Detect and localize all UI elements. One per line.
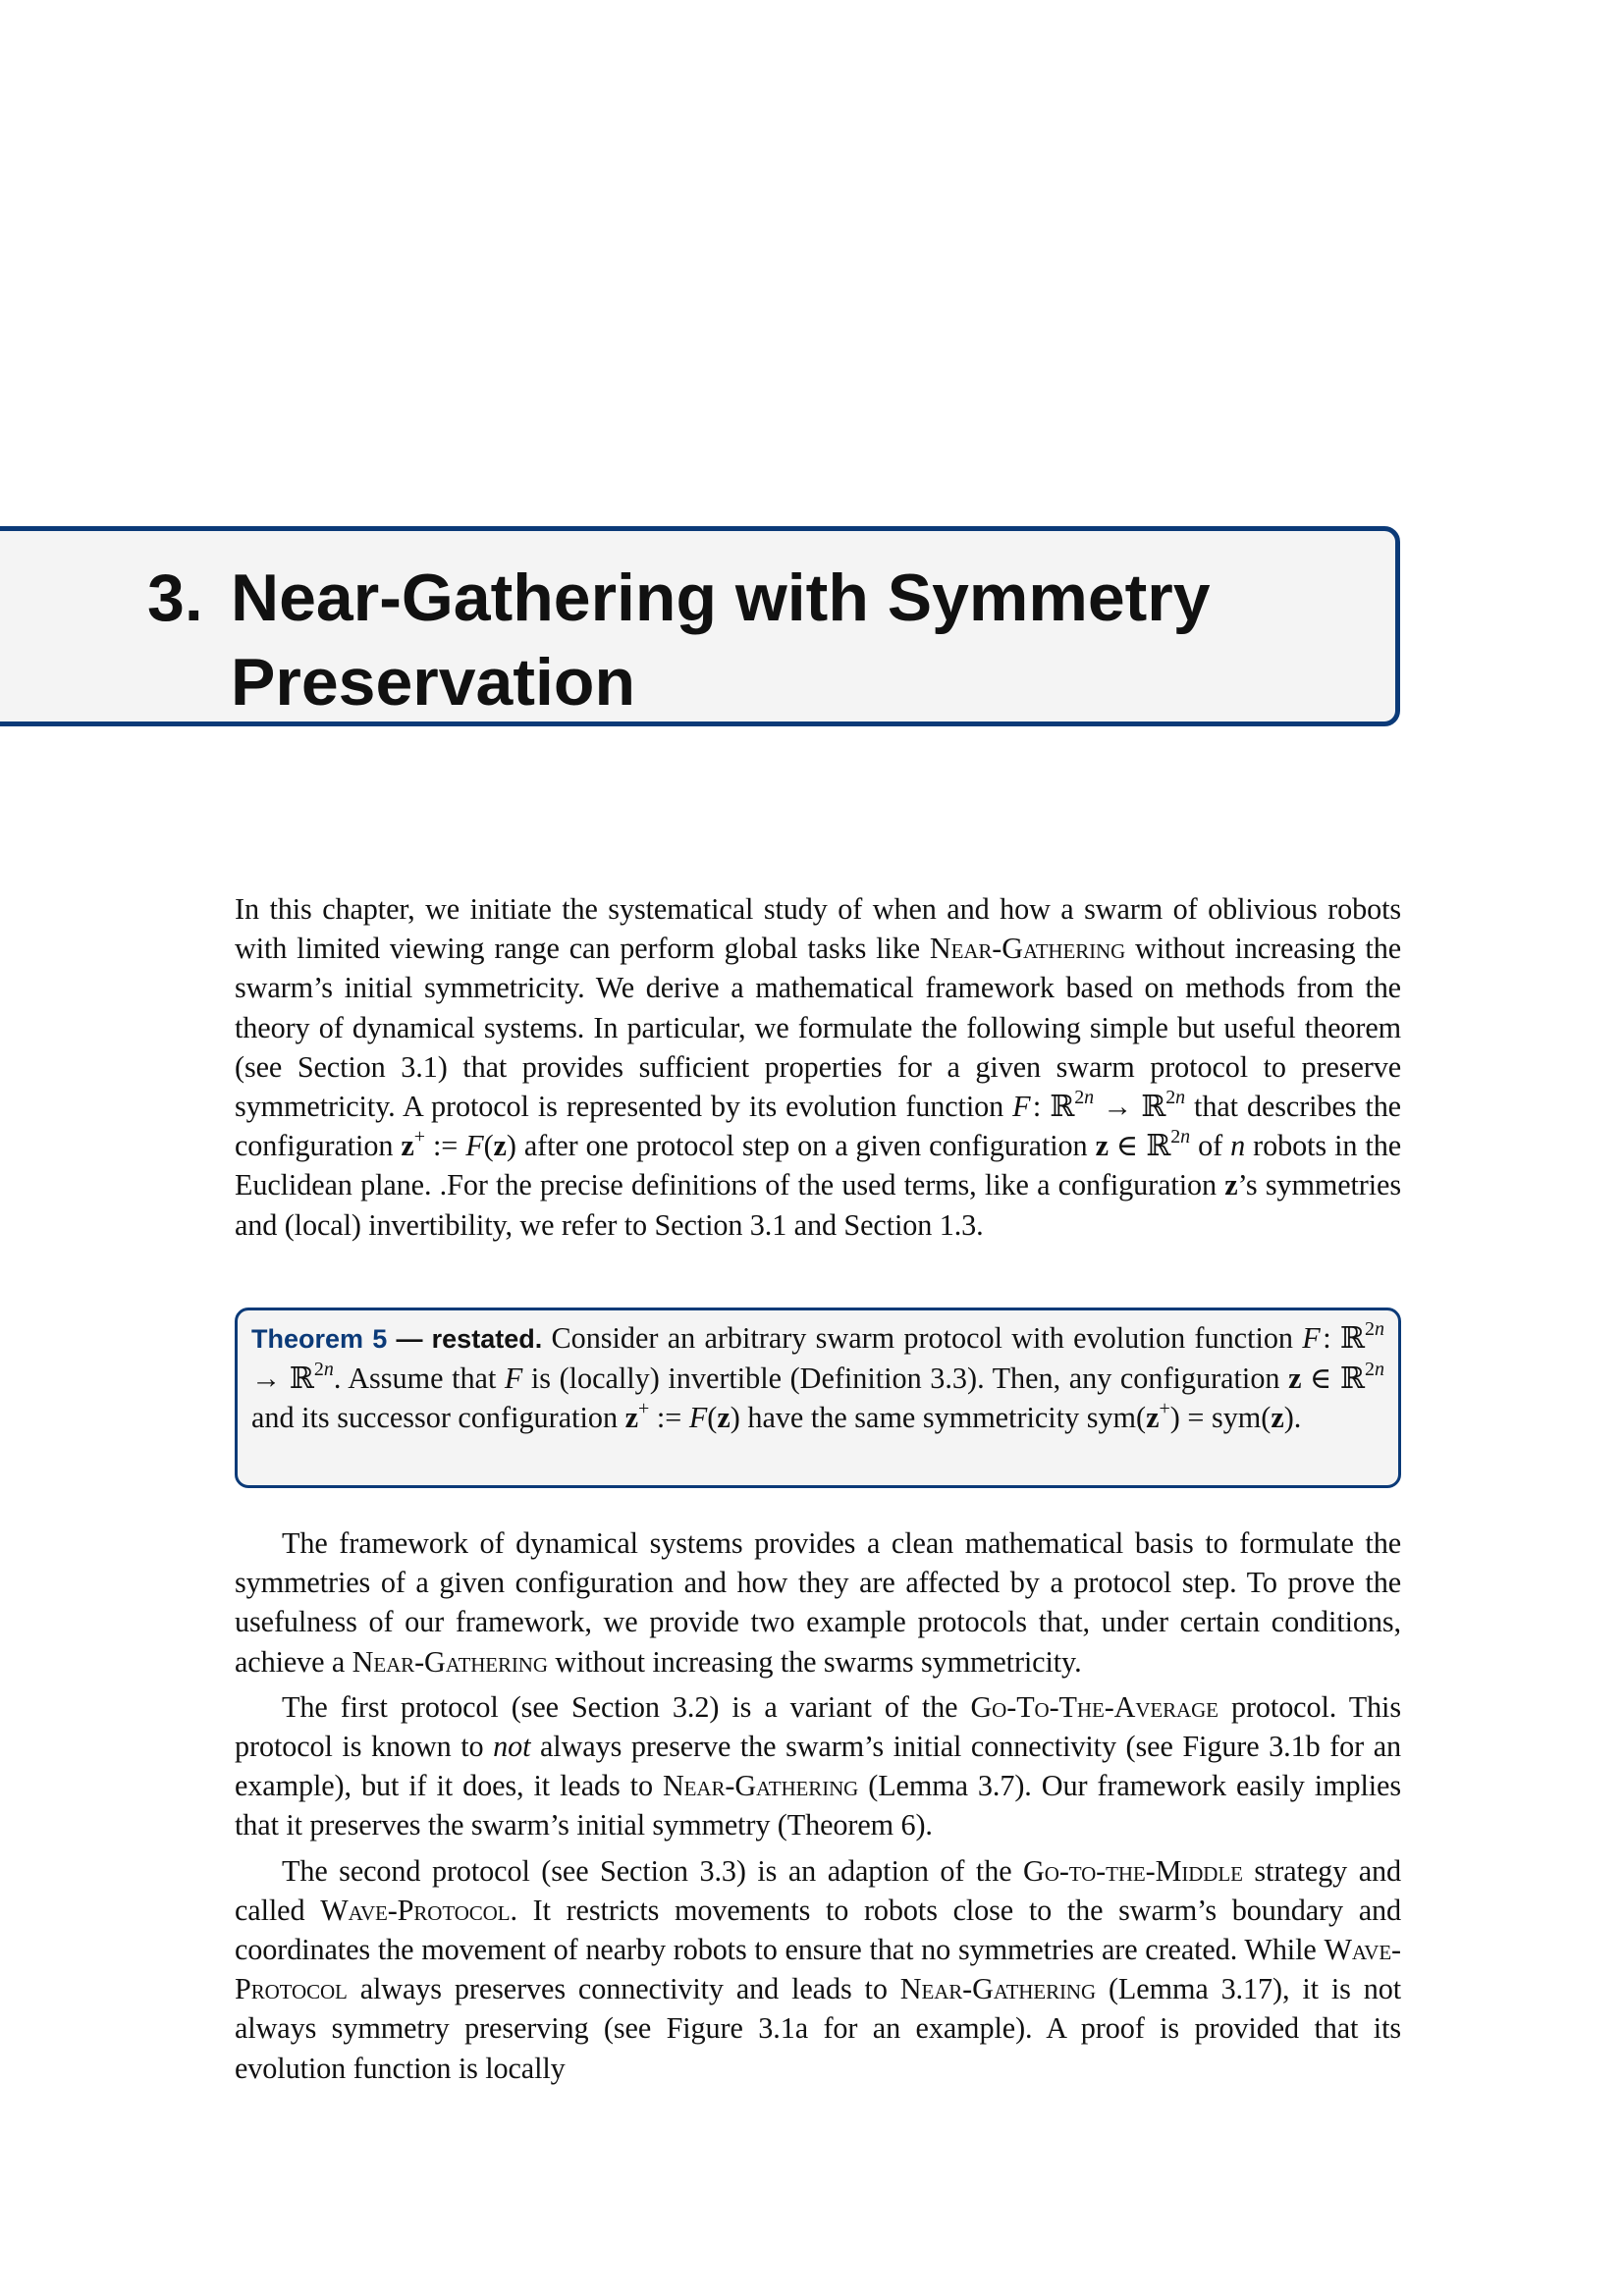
near-gathering-term: Near-Gathering (899, 1972, 1097, 2006)
chapter-number: 3. (147, 561, 203, 635)
near-gathering-term: Near-Gathering (352, 1644, 548, 1679)
intro-text: of (1190, 1129, 1231, 1163)
paragraph-text: always preserves connectivity and leads to (347, 1972, 900, 2006)
intro-text: without increasing the swarm’s initial symmetricity. We derive a mathematical framework based on methods from the theory of dynamical systems. In particular, we formulate the following simple but useful theorem (see Section 3.1) that provides sufficient properties for a given swarm protocol to preserve symmetricity. A protocol is represented by its evolution function (235, 932, 1401, 1124)
paragraph-text: strategy and called (235, 1853, 1401, 1927)
wave-protocol-term: Wave-Protocol (235, 1933, 1401, 2006)
paragraph-text: The first protocol (see Section 3.2) is a variant of the (282, 1689, 971, 1724)
theorem-text: Consider an arbitrary swarm protocol with evolution function (542, 1321, 1303, 1355)
body-section (235, 1523, 1401, 2094)
theorem-text: and its successor configuration (251, 1401, 625, 1435)
near-gathering-term: Near-Gathering (929, 932, 1126, 966)
go-to-the-average-term: Go-To-The-Average (970, 1689, 1218, 1724)
paragraph-text: The framework of dynamical systems provides a clean mathematical basis to formulate the symmetries of a given configuration and how they are affected by a protocol step. To prove the usefulness of our framework, we provide two example protocols that, under certain conditions, achieve a (235, 1526, 1401, 1679)
go-to-the-middle-term: Go-to-the-Middle (1023, 1853, 1243, 1888)
paragraph-text: . It restricts movements to robots close to the swarm’s boundary and coordinates the movement of nearby robots to ensure that no symmetries are created. While (235, 1893, 1401, 1967)
intro-text: ’s symmetries and (local) invertibility, we refer to Section 3.1 and Section 1.3. (235, 1168, 1401, 1242)
paragraph-text: (Lemma 3.17), it is not always symmetry preserving (see Figure 3.1a for an example). A proof is provided that its evolution function is locally (235, 1972, 1401, 2085)
paragraph-second-protocol (235, 1851, 1401, 2088)
math-successor: z+ := F(z) (624, 1398, 740, 1435)
theorem-restated: — restated. (387, 1324, 543, 1354)
math-configuration: z ∈ ℝ$^{2n}$ (1288, 1359, 1384, 1396)
paragraph-text: The second protocol (see Section 3.3) is an adaption of the (282, 1853, 1024, 1888)
theorem-text: . Assume that (333, 1362, 505, 1396)
paragraph-text: always preserve the swarm’s initial connectivity (see Figure 3.1b for an example), but if it does, it leads to (235, 1730, 1401, 1803)
math-evolution-function: F : ℝ$^{2n}$ → ℝ$^{2n}$ (1012, 1087, 1186, 1124)
paragraph-text: protocol. This protocol is known to (235, 1689, 1401, 1764)
intro-paragraph (235, 889, 1401, 1245)
emphasis-not: not (493, 1730, 531, 1764)
intro-text: after one protocol step on a given configuration (515, 1129, 1096, 1163)
near-gathering-term: Near-Gathering (662, 1769, 859, 1803)
math-F: F (504, 1362, 523, 1396)
paragraph-text: without increasing the swarms symmetricity. (547, 1644, 1082, 1679)
theorem-text: have the same symmetricity (739, 1401, 1087, 1435)
chapter-title (147, 556, 1365, 724)
chapter-title-text: Near-Gathering with Symmetry Preservation (231, 561, 1211, 720)
math-successor: z+ := F(z) (401, 1126, 516, 1163)
theorem-box (235, 1308, 1401, 1488)
math-configuration: z ∈ ℝ$^{2n}$ (1095, 1126, 1191, 1163)
math-n: n (1230, 1129, 1246, 1163)
paragraph-text: (Lemma 3.7). Our framework easily implies that it preserves the swarm’s initial symmetry (Theorem 6). (235, 1769, 1401, 1842)
math-z: z (1224, 1168, 1238, 1202)
wave-protocol-term: Wave-Protocol (320, 1893, 511, 1927)
intro-text: that describes the configuration (235, 1090, 1401, 1163)
paragraph-framework (235, 1523, 1401, 1682)
theorem-label: Theorem 5 (251, 1324, 388, 1354)
math-evolution-function: F : ℝ$^{2n}$ → ℝ$^{2n}$ (251, 1318, 1384, 1396)
theorem-text: is (locally) invertible (Definition 3.3). Then, any configuration (522, 1362, 1289, 1396)
math-symmetricity: sym(z+) = sym(z). (1086, 1398, 1302, 1435)
intro-text: In this chapter, we initiate the systematical study of when and how a swarm of oblivious robots with limited viewing range can perform global tasks like (235, 892, 1401, 966)
intro-text: robots in the Euclidean plane. .For the precise definitions of the used terms, like a configuration (235, 1129, 1401, 1202)
paragraph-first-protocol (235, 1687, 1401, 1845)
